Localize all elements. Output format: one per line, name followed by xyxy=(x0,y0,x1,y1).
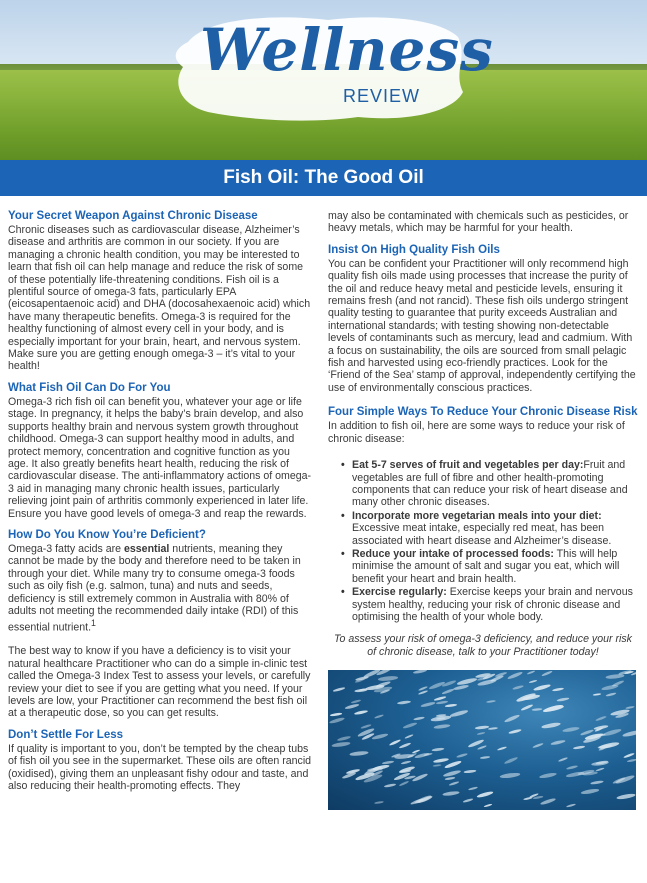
section-what-fish-oil xyxy=(8,382,313,520)
fish-shape xyxy=(520,704,533,712)
left-column xyxy=(8,210,313,801)
fish-shape xyxy=(552,687,564,691)
fish-shape xyxy=(456,753,468,759)
fish-shape xyxy=(398,742,411,749)
fish-shape xyxy=(474,725,489,730)
fish-shape xyxy=(591,761,609,767)
section-heading: How Do You Know You’re Deficient? xyxy=(8,528,206,541)
section-body: Chronic diseases such as cardiovascular disease, Alzheimer’s disease and arthritis are common in our society. If you are managing a chronic health condition, you may be interested to learn that fish oil can help manage and reduce the risk of some of these potentially life-threatening conditions. Fish oil is a plentiful source of omega-3 fats, particularly EPA (eicosapentaenoic acid) and DHA (docosahexaenoic acid) which have many therapeutic benefits. Omega-3 is required for the healthy functioning of almost every cell in your body, and is especially important for your brain, heart, and nervous system. Make sure you are getting enough omega-3 – it’s vital to your health! xyxy=(8,224,311,373)
section-body: Omega-3 rich fish oil can benefit you, whatever your age or life stage. In pregnancy, it helps the baby’s brain develop, and also supports healthy brain and nervous system growth throughout childhood. Omega-3 can support healthy mood in adults, and protect memory, concentration and cognitive function as you age. It also greatly benefits heart health, reducing the risk of cardiovascular disease. The anti-inflammatory actions of omega-3 aid in managing many chronic health issues, particularly relieving joint pain of arthritis commonly experienced in later life. Ensure you have good levels of omega-3 and reap the rewards. xyxy=(8,395,312,520)
header-banner xyxy=(0,0,647,160)
fish-shape xyxy=(562,726,580,733)
fish-shape xyxy=(384,783,396,788)
fish-shape xyxy=(596,715,608,721)
section-high-quality xyxy=(328,244,638,394)
fish-shape xyxy=(601,684,619,691)
tip-text: Exercise keeps your brain and nervous system healthy, reducing your risk of chronic disease and optimising the health of your whole body. xyxy=(352,586,633,623)
fish-shape xyxy=(540,797,556,805)
tip-bold: Exercise regularly: xyxy=(352,586,447,599)
section-heading: Don’t Settle For Less xyxy=(8,728,124,741)
fish-shape xyxy=(615,774,635,785)
tip-text: Fruit and vegetables are full of fibre and other health-promoting components that can reduce your risk of heart disease and many other chronic diseases. xyxy=(352,459,628,509)
list-item xyxy=(352,510,638,547)
section-body xyxy=(8,543,313,634)
fish-shape xyxy=(337,736,351,742)
fish-shape xyxy=(345,703,360,710)
fish-shape xyxy=(476,790,493,798)
fish-shape xyxy=(349,750,368,756)
section-heading: Your Secret Weapon Against Chronic Disease xyxy=(8,210,258,222)
fish-shape xyxy=(403,722,418,730)
fish-shape xyxy=(504,713,520,723)
fish-shape xyxy=(499,772,520,779)
fish-shape xyxy=(397,700,411,705)
fish-shape xyxy=(533,683,551,691)
fish-shape xyxy=(531,708,542,711)
fish-shape xyxy=(432,748,445,752)
fish-shape xyxy=(566,765,578,770)
fish-shape xyxy=(413,716,425,720)
tip-text: Excessive meat intake, especially red meat, has been associated with heart disease and Alzheimer’s disease. xyxy=(352,522,612,547)
fish-shape xyxy=(550,740,565,746)
list-item xyxy=(352,586,638,623)
section-body: In addition to fish oil, here are some ways to reduce your risk of chronic disease: xyxy=(328,420,625,445)
tip-text: This will help minimise the amount of salt and sugar you eat, which will benefit your heart and brain health. xyxy=(352,547,620,585)
fish-shape xyxy=(603,728,623,737)
fish-shape xyxy=(453,684,469,691)
fish-shape xyxy=(622,729,636,737)
tip-bold: Incorporate more vegetarian meals into your diet: xyxy=(352,509,602,522)
section-secret-weapon xyxy=(8,210,313,373)
fish-shape xyxy=(532,742,544,748)
fish-shape xyxy=(430,715,451,723)
fish-shape xyxy=(444,760,462,770)
fish-shape xyxy=(463,798,474,803)
fish-shape xyxy=(468,786,478,791)
fish-shape xyxy=(558,757,568,763)
fish-shape xyxy=(477,732,486,736)
fish-shape xyxy=(433,723,450,729)
fish-shape xyxy=(464,769,477,773)
fish-shape xyxy=(332,741,351,748)
fish-shape xyxy=(405,734,414,739)
fish-shape xyxy=(539,772,557,779)
body-bold: essential xyxy=(124,542,170,555)
fish-shape xyxy=(557,697,570,702)
fish-shape xyxy=(573,745,585,749)
fish-shape xyxy=(445,776,456,780)
fish-shape xyxy=(507,671,523,680)
fish-shape xyxy=(483,803,492,807)
fish-shape xyxy=(329,712,342,716)
tip-bold: Eat 5-7 serves of fruit and vegetables per day: xyxy=(352,459,584,472)
tips-list xyxy=(328,459,638,623)
footnote-ref: 1 xyxy=(91,618,96,629)
fish-shape xyxy=(527,670,536,675)
fish-shape xyxy=(627,759,636,763)
fish-shape xyxy=(399,781,410,787)
fish-shape xyxy=(508,728,521,734)
fish-shape xyxy=(333,686,346,692)
fish-shape xyxy=(445,703,458,707)
fish-shape xyxy=(512,685,524,690)
section-body: You can be confident your Practitioner will only recommend high quality fish oils made using processes that increase the purity of the oil and reduce heavy metal and pesticide levels, ensuring it remains fresh (and not rancid). These fish oils undergo stringent quality testing to guarantee that purity exceeds Australian and international standards; with testing showing non-detectable levels of contaminants such as mercury, lead and cadmium. With a focus on sustainability, the oils are sourced from small pelagic fish and harvested using eco-friendly practices. Look for the ‘Friend of the Sea’ stamp of approval, independently certifying the use of environmentally conscious practices. xyxy=(328,257,636,394)
fish-shape xyxy=(374,801,384,804)
school-of-fish-photo xyxy=(328,670,636,810)
fish-shape xyxy=(606,692,617,697)
section-heading: Insist On High Quality Fish Oils xyxy=(328,243,500,256)
fish-shape xyxy=(374,714,384,719)
fish-shape xyxy=(477,745,487,750)
right-column xyxy=(328,210,638,810)
fish-shape xyxy=(400,760,411,765)
logo-review: REVIEW xyxy=(343,86,421,106)
fish-shape xyxy=(486,700,496,703)
fish-shape xyxy=(593,693,602,696)
fish-shape xyxy=(590,780,604,785)
fish-shape xyxy=(442,791,459,797)
list-item xyxy=(352,459,638,509)
fish-shape xyxy=(488,727,498,730)
section-body-2: The best way to know if you have a deficiency is to visit your natural healthcare Practitioner who can do a simple in-clinic test called the Omega-3 Index Test to assess your levels, or carefully review your diet to see if you are getting what you need. If your levels are low, your Practitioner can recommend the best fish oil at a therapeutic dose, so you can get results. xyxy=(8,645,311,720)
fish-shape xyxy=(448,781,459,786)
section-deficient xyxy=(8,529,313,720)
fish-shape xyxy=(595,767,604,772)
body-text: Omega-3 fatty acids are xyxy=(8,542,124,555)
fish-shape xyxy=(433,758,449,764)
fish-shape xyxy=(449,709,468,718)
fish-shape xyxy=(581,788,600,795)
continued-text: may also be contaminated with chemicals such as pesticides, or heavy metals, which may be harmful for your health. xyxy=(328,210,629,235)
fish-shape xyxy=(528,680,537,684)
fish-shape xyxy=(329,716,345,724)
fish-shape xyxy=(480,755,490,758)
tip-bold: Reduce your intake of processed foods: xyxy=(352,547,554,560)
fish-shape xyxy=(541,721,561,729)
fish-shape xyxy=(497,746,507,751)
fish-shape xyxy=(616,793,636,800)
fish-shape xyxy=(541,670,553,677)
fish-shape xyxy=(625,706,634,709)
fish-shape xyxy=(523,796,533,800)
section-body: If quality is important to you, don’t be tempted by the cheap tubs of fish oil you see in the supermarket. These oils are often rancid (oxidised), giving them an unpleasant fishy odour and taste, and also reducing their health-promoting effects. They xyxy=(8,742,312,792)
section-four-ways xyxy=(328,406,638,623)
section-dont-settle xyxy=(8,729,313,793)
fish-shape xyxy=(420,701,435,708)
logo-wellness: Wellness xyxy=(200,16,494,84)
list-item xyxy=(352,548,638,585)
fish-shape xyxy=(566,803,576,808)
fish-shape xyxy=(413,670,427,674)
fish-shape xyxy=(354,710,368,716)
call-to-action: To assess your risk of omega-3 deficiency, and reduce your risk of chronic disease, talk to your Practitioner today! xyxy=(334,633,632,658)
fish-shape xyxy=(433,764,442,767)
section-heading: What Fish Oil Can Do For You xyxy=(8,381,171,394)
section-heading: Four Simple Ways To Reduce Your Chronic Disease Risk xyxy=(328,406,638,419)
body-text: nutrients, meaning they cannot be made by the body and therefore need to be taken in through your diet. While many try to consume omega-3 foods such as oily fish (e.g. salmon, tuna) and nuts and seeds, deficiency is still extremely common in Australia with 80% of adults not meeting the recommended daily intake (RDI) of this essential nutrient. xyxy=(8,542,301,634)
fish-shape xyxy=(623,753,635,759)
page-title: Fish Oil: The Good Oil xyxy=(0,160,647,196)
fish-shape xyxy=(504,757,519,766)
